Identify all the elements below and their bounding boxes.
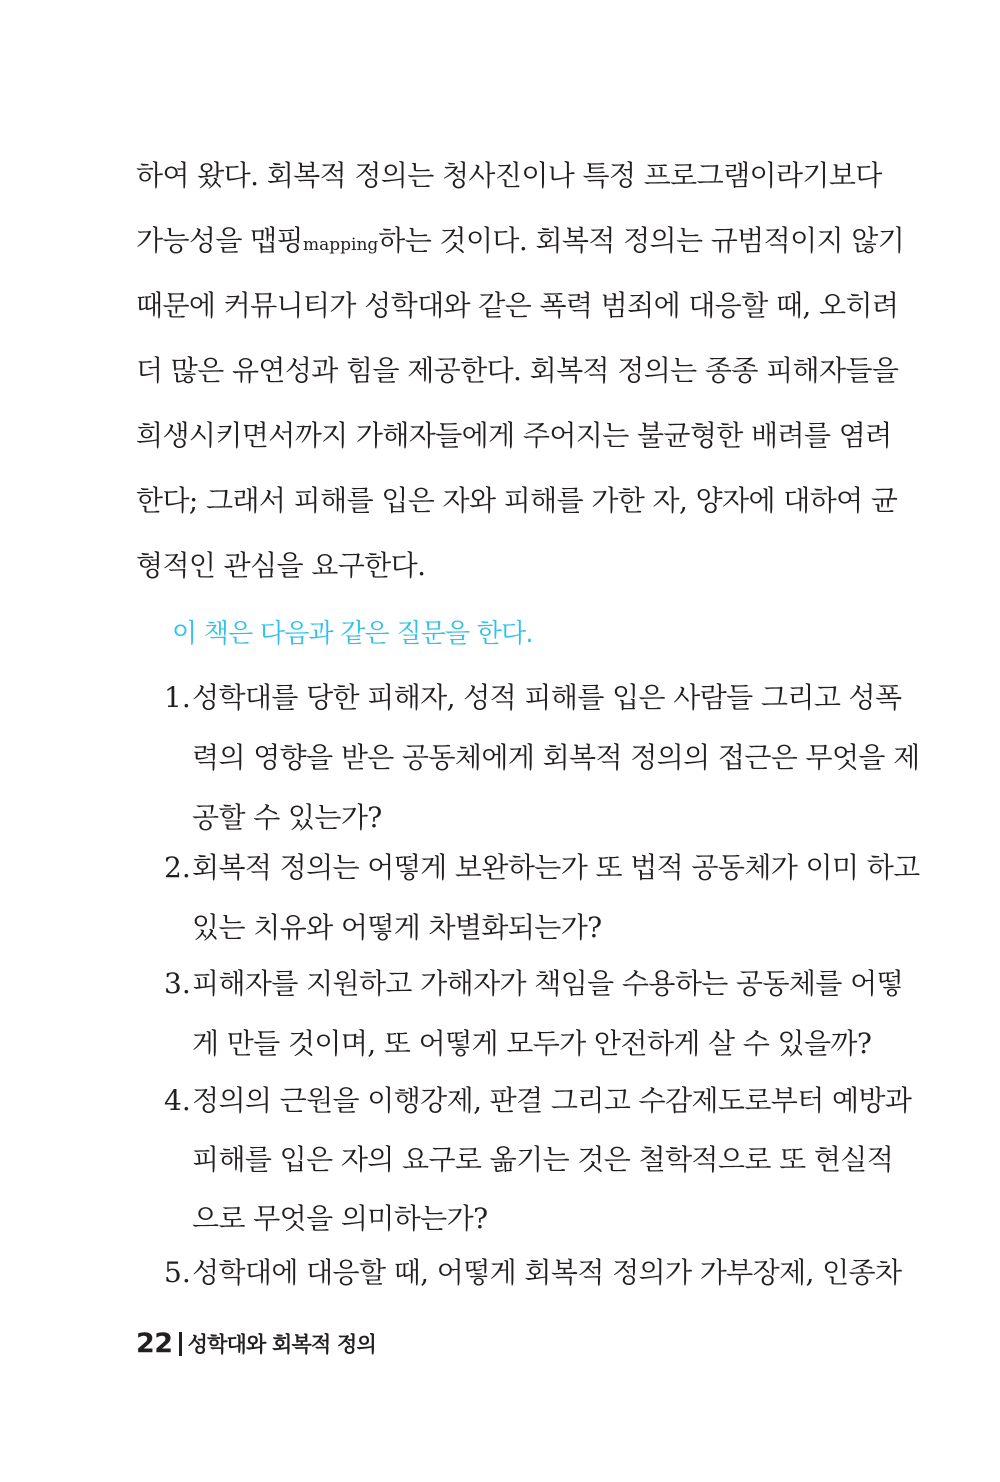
paragraph-text: 가능성을 맵핑 [136, 224, 303, 257]
paragraph-line: 희생시키면서까지 가해자들에게 주어지는 불균형한 배려를 염려 [136, 419, 892, 452]
question-number: 2. [164, 851, 191, 884]
question-line: 정의의 근원을 이행강제, 판결 그리고 수감제도로부터 예방과 [192, 1084, 912, 1117]
paragraph-line: 형적인 관심을 요구한다. [136, 549, 426, 582]
question-number: 4. [164, 1084, 191, 1117]
mapping-gloss: mapping [303, 235, 379, 255]
question-line: 피해자를 지원하고 가해자가 책임을 수용하는 공동체를 어떻 [192, 967, 904, 1000]
page-footer [136, 1328, 376, 1359]
paragraph-line: 하여 왔다. 회복적 정의는 청사진이나 특정 프로그램이라기보다 [136, 159, 882, 192]
question-line: 력의 영향을 받은 공동체에게 회복적 정의의 접근은 무엇을 제 [192, 741, 920, 774]
paragraph-line [136, 225, 904, 261]
question-line: 성학대를 당한 피해자, 성적 피해를 입은 사람들 그리고 성폭 [192, 681, 902, 714]
paragraph-line: 한다; 그래서 피해를 입은 자와 피해를 가한 자, 양자에 대하여 균 [136, 484, 898, 517]
footer-divider [179, 1332, 182, 1356]
questions-heading: 이 책은 다음과 같은 질문을 한다. [172, 619, 533, 649]
question-number: 1. [164, 681, 191, 714]
question-line: 피해를 입은 자의 요구로 옮기는 것은 철학적으로 또 현실적 [192, 1143, 894, 1176]
question-line: 있는 치유와 어떻게 차별화되는가? [192, 911, 602, 944]
running-book-title: 성학대와 회복적 정의 [187, 1332, 376, 1357]
paragraph-line: 더 많은 유연성과 힘을 제공한다. 회복적 정의는 종종 피해자들을 [136, 354, 899, 387]
paragraph-line: 때문에 커뮤니티가 성학대와 같은 폭력 범죄에 대응할 때, 오히려 [136, 289, 899, 322]
question-line: 성학대에 대응할 때, 어떻게 회복적 정의가 가부장제, 인종차 [192, 1256, 902, 1289]
page-number: 22 [136, 1328, 173, 1359]
question-number: 5. [164, 1256, 191, 1289]
question-line: 회복적 정의는 어떻게 보완하는가 또 법적 공동체가 이미 하고 [192, 851, 920, 884]
question-line: 게 만들 것이며, 또 어떻게 모두가 안전하게 살 수 있을까? [192, 1027, 872, 1060]
question-line: 으로 무엇을 의미하는가? [192, 1202, 488, 1235]
paragraph-text: 하는 것이다. 회복적 정의는 규범적이지 않기 [378, 224, 905, 257]
question-number: 3. [164, 967, 191, 1000]
question-line: 공할 수 있는가? [192, 801, 382, 834]
